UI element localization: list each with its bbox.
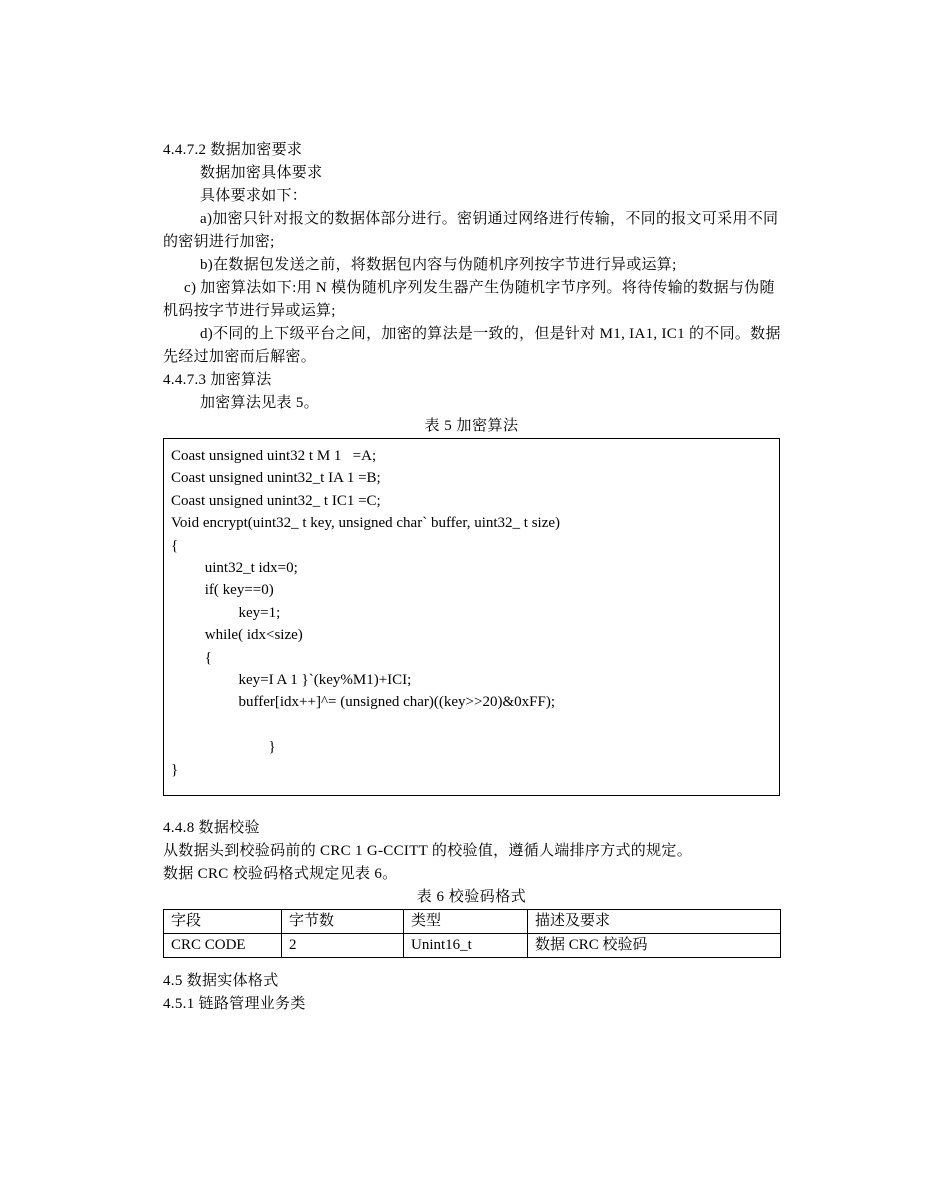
table-cell: 2 [282,934,404,958]
text-line: 4.5 数据实体格式 [163,973,279,989]
document-content [163,139,780,1016]
text-line: c) 加密算法如下:用 N 模伪随机序列发生器产生伪随机字节序列。将待传输的数据与伪随 [184,280,775,296]
table5-caption: 表 5 加密算法 [424,418,519,434]
table-cell-header: 类型 [404,910,528,934]
code-line [171,714,775,736]
text-line: 的密钥进行加密; [163,234,275,250]
table6-checksum-format [163,909,781,958]
text-line: d)不同的上下级平台之间，加密的算法是一致的，但是针对 M1, IA1, IC1 的不同。数据 [200,326,781,342]
text-line: 4.5.1 链路管理业务类 [163,996,306,1012]
table-cell: 数据 CRC 校验码 [528,934,781,958]
table-cell: Unint16_t [404,934,528,958]
code-line: { [171,537,179,554]
code-line: uint32_t idx=0; [171,560,298,577]
text-line: 数据 CRC 校验码格式规定见表 6。 [163,866,398,882]
text-line: 具体要求如下： [200,188,308,204]
text-line: 先经过加密而后解密。 [163,349,317,365]
table5-code-block [163,438,780,796]
code-line: } [171,761,179,778]
code-line: key=I A 1 }`(key%M1)+ICI; [171,672,412,689]
table-cell: CRC CODE [164,934,282,958]
code-line: key=1; [171,604,281,621]
table-cell-header: 字节数 [282,910,404,934]
section-data-verification [163,817,780,886]
code-line: Coast unsigned unint32_t IA 1 =B; [171,470,381,487]
text-line: b)在数据包发送之前，将数据包内容与伪随机序列按字节进行异或运算; [200,257,677,273]
code-line: while( idx<size) [171,627,303,644]
code-line: } [171,739,276,756]
text-line: 4.4.8 数据校验 [163,820,260,836]
code-line: buffer[idx++]^= (unsigned char)((key>>20)&0xFF); [171,694,555,711]
section-data-entity-format [163,970,780,1016]
text-line: 加密算法见表 5。 [200,395,319,411]
table-cell-header: 描述及要求 [528,910,781,934]
table6-caption: 表 6 校验码格式 [416,889,527,905]
code-line: if( key==0) [171,582,274,599]
code-line: { [171,649,212,666]
text-line: 4.4.7.2 数据加密要求 [163,142,303,158]
code-line: Coast unsigned unint32_ t IC1 =C; [171,492,381,509]
table-row [164,934,781,958]
text-line: 从数据头到校验码前的 CRC 1 G-CCITT 的校验值，遵循人端排序方式的规定。 [163,843,693,859]
text-line: 4.4.7.3 加密算法 [163,372,272,388]
text-line: a)加密只针对报文的数据体部分进行。密钥通过网络进行传输，不同的报文可采用不同 [200,211,779,227]
text-line: 机码按字节进行异或运算; [163,303,336,319]
code-line: Void encrypt(uint32_ t key, unsigned char` buffer, uint32_ t size) [171,515,561,532]
section-encryption-requirements [163,139,780,415]
table-row-header [164,910,781,934]
code-line: Coast unsigned uint32 t M 1 =A; [171,448,377,464]
table-cell-header: 字段 [164,910,282,934]
text-line: 数据加密具体要求 [200,165,323,181]
